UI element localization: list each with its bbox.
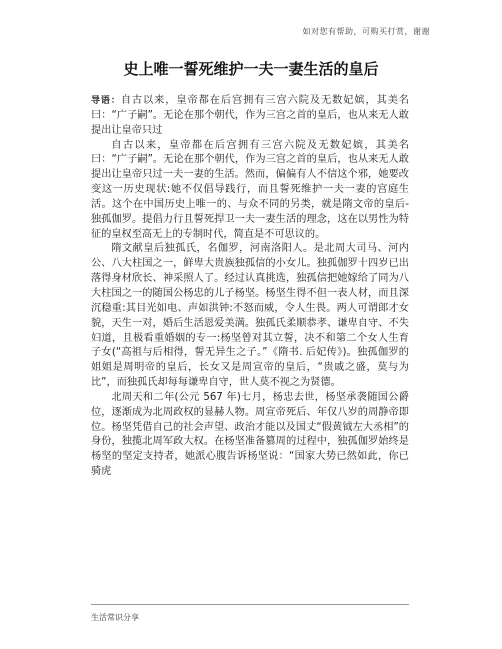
- document-title: 史上唯一誓死维护一夫一妻生活的皇后: [123, 60, 379, 78]
- footer-divider: [91, 604, 409, 605]
- header-note: 如对您有帮助，可购买打赏，谢谢: [302, 27, 430, 36]
- document-body: [91, 94, 409, 480]
- guide-label: 导语：: [91, 96, 121, 106]
- footer-text: 生活常识分享: [91, 613, 139, 622]
- body-paragraph-2: 隋文献皇后独孤氏，名伽罗，河南洛阳人。是北周大司马、河内公、八大柱国之一，鲜卑大贵族独孤信的小女儿。独孤伽罗十四岁已出落得身材欣长、神采照人了。经过认真挑选，独孤信把她嫁给了同为八大柱国之一的随国公杨忠的儿子杨坚。杨坚生得不但一表人材，而且深沉稳重:其目光如电、声如洪钟:不怒而威，令人生畏。两人可谓郎才女貌，天生一对，婚后生活恩爱美满。独孤氏柔顺恭孝、谦卑自守、不失妇道，且极看重婚姻的专一:杨坚曾对其立誓，决不和第二个女人生育子女(“高祖与后相得，誓无异生之子。”《隋书. 后妃传》)。独孤伽罗的姐姐是周明帝的皇后，长女又是周宣帝的皇后，“贵戚之盛，莫与为比”，而独孤氏却每每谦卑自守，世人莫不视之为贤德。: [91, 243, 409, 389]
- body-paragraph-1: 自古以来，皇帝都在后宫拥有三宫六院及无数妃嫔，其美名曰：“广子嗣”。无论在那个朝代，作为三宫之首的皇后，也从来无人敢提出让皇帝只过一夫一妻的生活。然而，偏偏有人不信这个邪，她要改变这一历史现状:她不仅倡导践行，而且誓死维护一夫一妻的宫庭生活。这个在中国历史上唯一的、与众不同的另类，就是隋文帝的皇后-独孤伽罗。提倡力行且誓死捍卫一夫一妻生活的理念，这在以男性为特征的皇权至高无上的专制时代，简直是不可思议的。: [91, 139, 409, 240]
- guide-text: 自古以来，皇帝都在后宫拥有三宫六院及无数妃嫔，其美名曰：“广子嗣”。无论在那个朝代，作为三宫之首的皇后，也从来无人敢提出让皇帝只过: [91, 95, 409, 136]
- guide-paragraph: [91, 94, 409, 139]
- body-paragraph-3: 北周天和二年(公元 567 年)七月，杨忠去世，杨坚承袭随国公爵位，逐渐成为北周政权的显赫人物。周宣帝死后、年仅八岁的周静帝即位。杨坚凭借自己的社会声望、政治才能以及国丈“假黄钺左大丞相”的身份，独揽北周军政大权。在杨坚准备篡周的过程中，独孤伽罗始终是杨坚的坚定支持者，她派心腹告诉杨坚说：“国家大势已然如此，你已骑虎: [91, 391, 409, 478]
